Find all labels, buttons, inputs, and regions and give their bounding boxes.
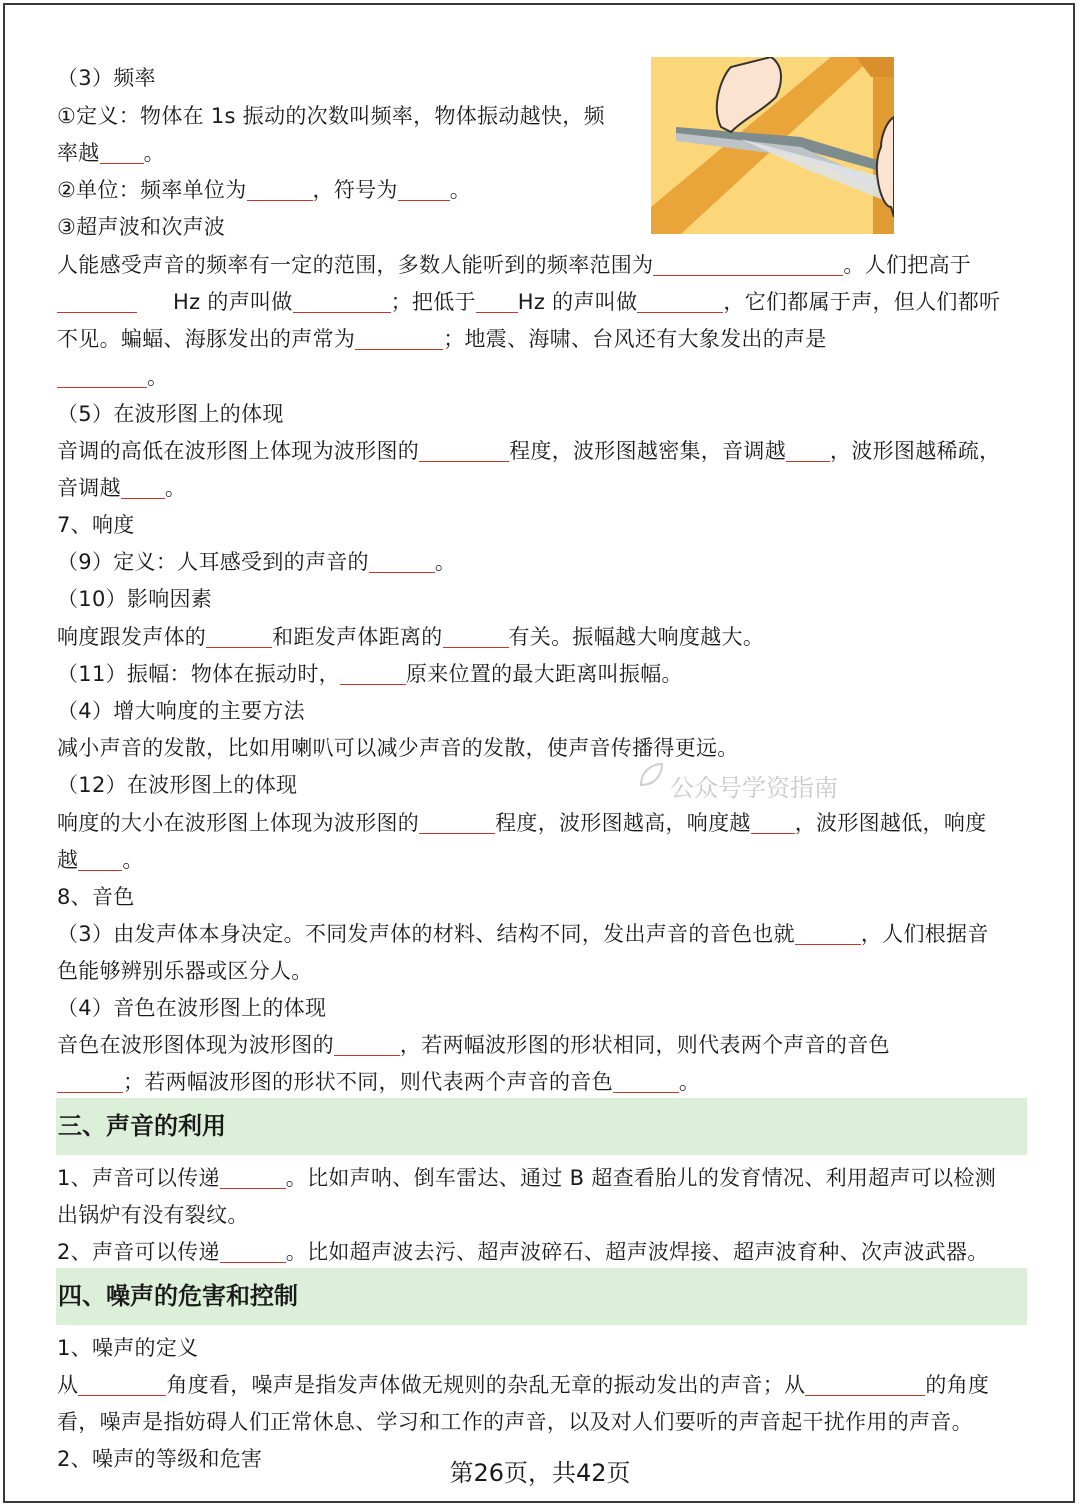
fill-blank[interactable]	[419, 439, 509, 462]
heading-factors: （10）影响因素	[57, 587, 213, 611]
fill-blank[interactable]	[78, 848, 122, 871]
heading-waveform-pitch: （5）在波形图上的体现	[57, 402, 284, 426]
text-line: 响度跟发声体的 和距发声体距离的 有关。振幅越大响度越大。	[57, 625, 765, 649]
fill-blank[interactable]	[613, 1070, 679, 1093]
fill-blank[interactable]	[57, 290, 137, 313]
leaf-icon	[636, 760, 666, 790]
section-header-noise	[56, 1268, 1027, 1325]
heading-waveform-timbre: （4）音色在波形图上的体现	[57, 996, 327, 1020]
text-line: 音调的高低在波形图上体现为波形图的 程度，波形图越密集，音调越 ，波形图越稀疏，	[57, 439, 1001, 463]
fill-blank[interactable]	[340, 662, 406, 685]
text-line: （3）由发声体本身决定。不同发声体的材料、结构不同，发出声音的音色也就 ，人们根据音	[57, 922, 989, 946]
fill-blank[interactable]	[220, 1166, 286, 1189]
heading-loudness: 7、响度	[57, 513, 135, 537]
text-line: 色能够辨别乐器或区分人。	[57, 959, 313, 983]
heading-increase-loudness: （4）增大响度的主要方法	[57, 699, 305, 723]
text-line: 看，噪声是指妨碍人们正常休息、学习和工作的声音，以及对人们要听的声音起干扰作用的声音。	[57, 1410, 973, 1434]
section-title: 三、声音的利用	[58, 1112, 226, 1140]
text-line: （9）定义：人耳感受到的声音的 。	[57, 550, 457, 574]
fill-blank[interactable]	[57, 1070, 123, 1093]
fill-blank[interactable]	[637, 290, 723, 313]
heading-waveform-loudness: （12）在波形图上的体现	[57, 773, 298, 797]
fill-blank[interactable]	[443, 625, 509, 648]
fill-blank[interactable]	[398, 178, 450, 201]
fill-blank[interactable]	[751, 811, 795, 834]
text-line: Hz 的声叫做 ；把低于 Hz 的声叫做 ，它们都属于声，但人们都听	[57, 287, 1000, 317]
frequency-unit: ②单位：频率单位为 ，符号为 。	[57, 178, 472, 202]
ruler-vibrating-on-table-icon	[651, 57, 894, 234]
fill-blank[interactable]	[795, 922, 861, 945]
page-number: 第26页，共42页	[449, 1459, 631, 1487]
fill-blank[interactable]	[419, 811, 495, 834]
watermark: 公众号学资指南	[670, 774, 838, 802]
heading-frequency: （3）频率	[57, 66, 156, 90]
text-line: 2、声音可以传递 。比如超声波去污、超声波碎石、超声波焊接、超声波育种、次声波武器。	[57, 1240, 989, 1264]
text-line: 音调越 。	[57, 476, 187, 500]
fill-blank[interactable]	[206, 625, 272, 648]
fill-blank[interactable]	[786, 439, 830, 462]
fill-blank[interactable]	[653, 253, 843, 276]
fill-blank[interactable]	[121, 476, 165, 499]
fill-blank[interactable]	[369, 550, 435, 573]
text-line: 。	[57, 362, 168, 392]
fill-blank[interactable]	[355, 327, 443, 350]
section-title: 四、噪声的危害和控制	[58, 1282, 298, 1310]
fill-blank[interactable]	[57, 365, 147, 388]
frequency-definition: ①定义：物体在 1s 振动的次数叫频率，物体振动越快，频	[57, 104, 605, 128]
section-header-sound-uses	[56, 1098, 1027, 1155]
heading-timbre: 8、音色	[57, 885, 135, 909]
heading-noise-levels: 2、噪声的等级和危害	[57, 1447, 263, 1471]
fill-blank[interactable]	[220, 1240, 286, 1263]
text-line: 响度的大小在波形图上体现为波形图的 程度，波形图越高，响度越 ，波形图越低，响度	[57, 811, 987, 835]
text-line: 率越 。	[57, 141, 165, 165]
text-line: 越 。	[57, 848, 144, 872]
fill-blank[interactable]	[293, 290, 391, 313]
fill-blank[interactable]	[334, 1033, 400, 1056]
fill-blank[interactable]	[78, 1373, 166, 1396]
fill-blank[interactable]	[805, 1373, 925, 1396]
text-line: 出锅炉有没有裂纹。	[57, 1203, 249, 1227]
fill-blank[interactable]	[476, 290, 518, 313]
text-line: 人能感受声音的频率有一定的范围，多数人能听到的频率范围为 。人们把高于	[57, 253, 972, 277]
text-line: （11）振幅：物体在振动时， 原来位置的最大距离叫振幅。	[57, 662, 683, 686]
text-line: 音色在波形图体现为波形图的 ，若两幅波形图的形状相同，则代表两个声音的音色	[57, 1033, 890, 1057]
text-line: 减小声音的发散，比如用喇叭可以减少声音的发散，使声音传播得更远。	[57, 736, 739, 760]
heading-noise-definition: 1、噪声的定义	[57, 1336, 199, 1360]
fill-blank[interactable]	[100, 141, 144, 164]
text-line: 从 角度看，噪声是指发声体做无规则的杂乱无章的振动发出的声音；从 的角度	[57, 1373, 990, 1397]
text-line: 不见。蝙蝠、海豚发出的声常为 ；地震、海啸、台风还有大象发出的声是	[57, 327, 827, 351]
text-line: 1、声音可以传递 。比如声呐、倒车雷达、通过 B 超查看胎儿的发育情况、利用超声可以检测	[57, 1166, 997, 1190]
text-line: ；若两幅波形图的形状不同，则代表两个声音的音色 。	[57, 1067, 700, 1097]
fill-blank[interactable]	[247, 178, 313, 201]
heading-ultrasonic-infrasonic: ③超声波和次声波	[57, 215, 226, 239]
